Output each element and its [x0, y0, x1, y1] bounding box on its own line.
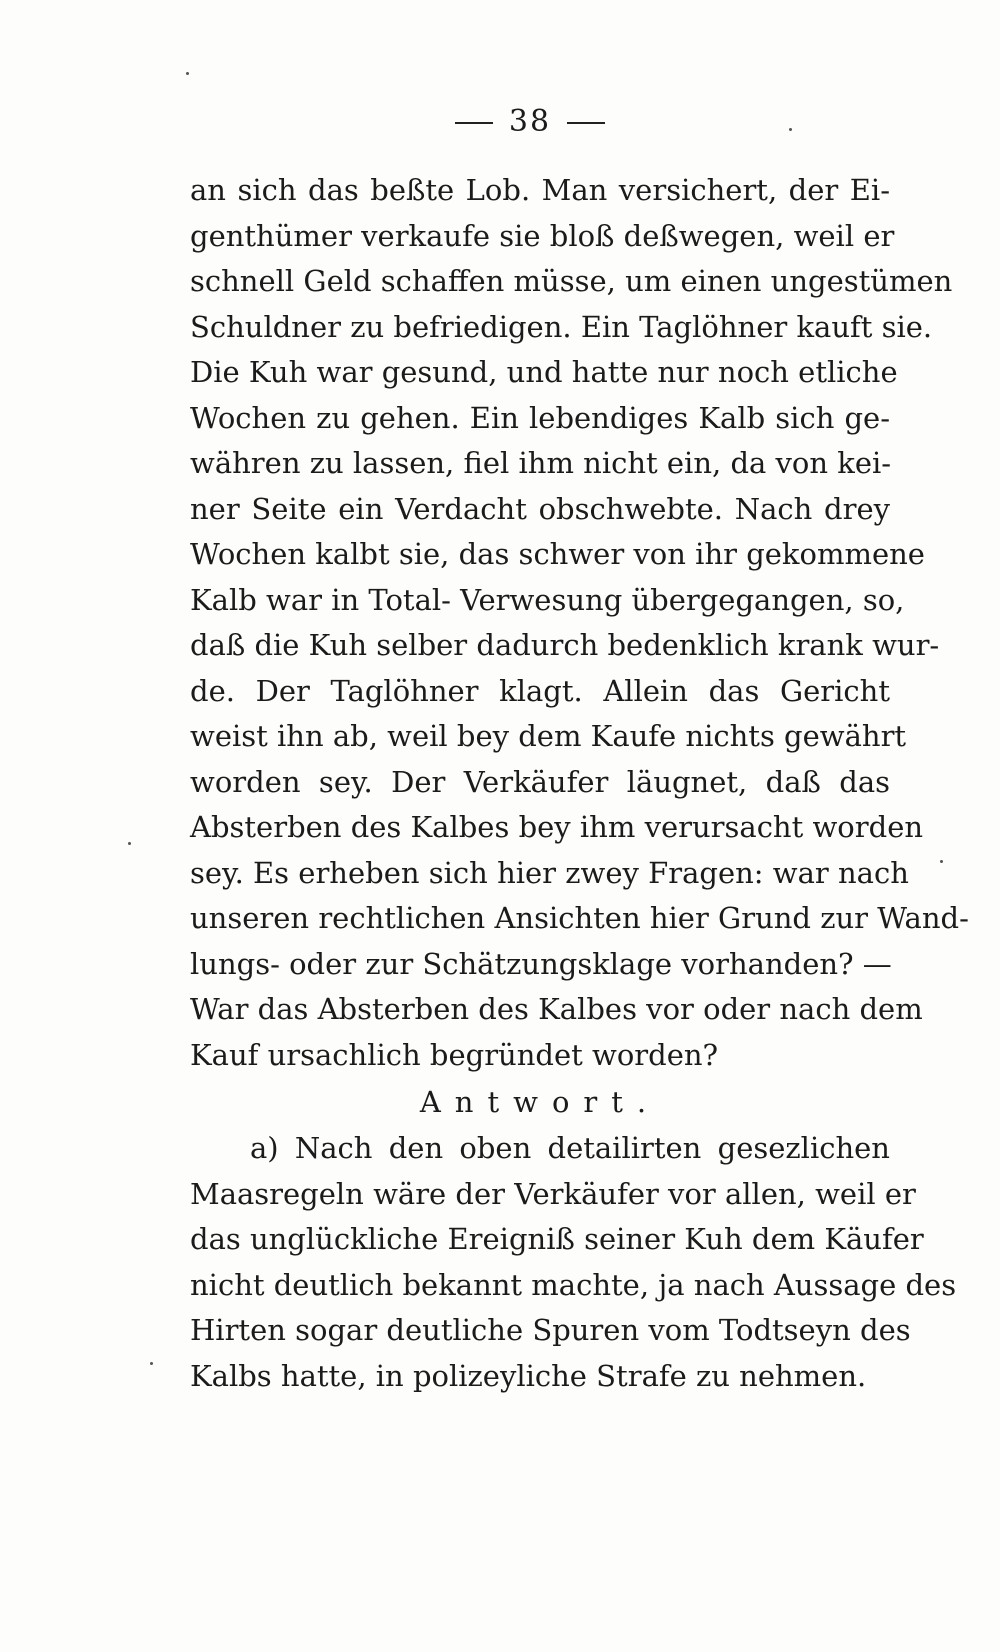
paper-speck: [128, 842, 131, 845]
text-line: daß die Kuh selber dadurch bedenklich krank wur-: [190, 628, 940, 662]
text-line: ner Seite ein Verdacht obschwebte. Nach drey: [190, 491, 890, 526]
text-line: sey. Es erheben sich hier zwey Fragen: war nach: [190, 855, 909, 890]
text-line: War das Absterben des Kalbes vor oder nach dem: [190, 992, 923, 1026]
header-dash-left: [455, 122, 493, 124]
answer-line: a) Nach den oben detailirten gesezlichen: [250, 1131, 890, 1165]
paper-speck: [150, 1362, 153, 1365]
text-line: Kauf ursachlich begründet worden?: [190, 1037, 719, 1072]
text-line: Kalb war in Total- Verwesung übergegangen, so,: [190, 582, 905, 617]
answer-line: Kalbs hatte, in polizeyliche Strafe zu nehmen.: [190, 1358, 867, 1393]
text-line: an sich das beßte Lob. Man versichert, der Ei-: [190, 173, 890, 207]
answer-line: Maasregeln wäre der Verkäufer vor allen, weil er: [190, 1176, 916, 1211]
text-line: lungs- oder zur Schätzungsklage vorhanden? —: [190, 946, 892, 981]
answer-line: Hirten sogar deutliche Spuren vom Todtseyn des: [190, 1313, 911, 1347]
text-line: Die Kuh war gesund, und hatte nur noch etliche: [190, 355, 898, 389]
text-line: Wochen zu gehen. Ein lebendiges Kalb sich ge-: [190, 400, 890, 435]
answer-heading: Antwort.: [419, 1085, 661, 1119]
text-line: genthümer verkaufe sie bloß deßwegen, weil er: [190, 218, 895, 253]
body-text: [190, 168, 969, 1399]
paper-speck: [186, 72, 189, 75]
text-line: schnell Geld schaffen müsse, um einen ungestümen: [190, 264, 953, 298]
page-header: [430, 104, 630, 139]
header-dash-right: [567, 122, 605, 124]
answer-line: nicht deutlich bekannt machte, ja nach Aussage des: [190, 1267, 957, 1302]
text-line: Absterben des Kalbes bey ihm verursacht worden: [190, 810, 924, 844]
text-line: de. Der Taglöhner klagt. Allein das Gericht: [190, 673, 890, 708]
text-line: unseren rechtlichen Ansichten hier Grund zur Wand-: [190, 901, 969, 935]
text-line: Schuldner zu befriedigen. Ein Taglöhner kauft sie.: [190, 309, 933, 344]
page-number: 38: [508, 104, 552, 139]
answer-line: das unglückliche Ereigniß seiner Kuh dem Käufer: [190, 1222, 924, 1256]
text-line: währen zu lassen, fiel ihm nicht ein, da von kei-: [190, 446, 892, 480]
text-line: worden sey. Der Verkäufer läugnet, daß das: [190, 764, 890, 799]
paper-speck: [789, 128, 792, 131]
text-line: weist ihn ab, weil bey dem Kaufe nichts gewährt: [190, 719, 907, 753]
paper-speck: [940, 860, 943, 863]
text-line: Wochen kalbt sie, das schwer von ihr gekommene: [190, 537, 925, 571]
